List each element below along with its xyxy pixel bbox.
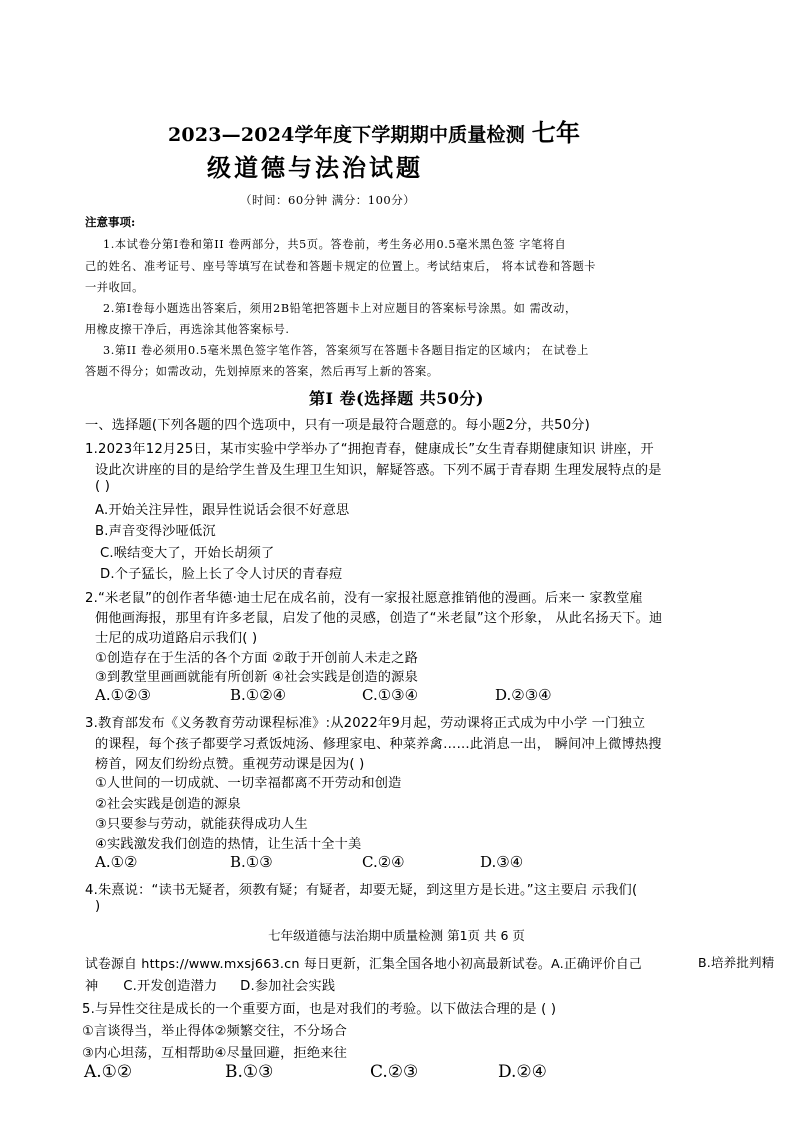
notice-line: 3.第II 卷必须用0.5毫米黑色签字笔作答，答案须写在答题卡各题目指定的区域内； 在试卷上 [103,344,589,357]
q4-option-a: A.正确评价自己 [550,957,642,972]
q4-option-d: D.参加社会实践 [240,979,336,994]
q3-item-line: ②社会实践是创造的源泉 [95,797,241,812]
q1-option-d: D.个子猛长，脸上长了令人讨厌的青春痘 [100,567,343,582]
exam-time-score: （时间：60分钟 满分：100分） [240,193,416,207]
q1-option-b: B.声音变得沙哑低沉 [95,524,216,539]
notice-line: 2.第Ⅰ卷每小题选出答案后，须用2B铅笔把答题卡上对应题目的答案标号涂黑。如 需改动， [103,302,577,315]
notice-line: 一并收回。 [85,281,144,294]
exam-title-line2: 级道德与法治试题 [207,153,423,182]
q1-stem-line: ( ) [95,479,111,494]
exam-title-text: 2023—2024学年度下学期期中质量检测 [168,124,532,146]
q1-option-c: C.喉结变大了，开始长胡须了 [100,546,275,561]
q4-option-b: B.培养批判精 [698,955,775,970]
q2-item-line: ③到教堂里画画就能有所创新 ④社会实践是创造的源泉 [95,670,418,685]
notice-line: 用橡皮擦干净后，再选涂其他答案标号. [85,323,290,336]
q3-choice-b: B.①③ [230,853,273,871]
q4-stem-line: 4.朱熹说：“读书无疑者，须教有疑；有疑者，却要无疑，到这里方是长进。”这主要启 示我们( [85,883,638,898]
q2-item-line: ①创造存在于生活的各个方面 ②敢于开创前人未走之路 [95,651,418,666]
q3-choices [0,853,793,875]
q2-choice-b: B.①②④ [230,686,287,704]
q2-stem-line: 佣他画海报，那里有许多老鼠，启发了他的灵感，创造了“米老鼠”这个形象， 从此名扬天下。迪 [95,611,663,626]
q5-choice-d: D.②④ [498,1062,547,1082]
exam-title-line1 [168,113,580,148]
q2-choices [0,686,793,708]
exam-title-grade: 七年 [531,118,581,147]
q4-option-b-continued: 神 [85,979,99,994]
q4-option-c: C.开发创造潜力 [123,979,218,994]
q4-option-b-cont [85,975,335,994]
q5-choices [0,1062,793,1086]
q5-choice-c: C.②③ [370,1062,419,1082]
q1-option-a: A.开始关注异性，跟异性说话会很不好意思 [95,503,350,518]
q2-choice-a: A.①②③ [95,686,151,704]
notice-line: 己的姓名、准考证号、座号等填写在试卷和答题卡规定的位置上。考试结束后， 将本试卷和答题卡 [85,260,597,273]
source-prefix: 试卷源自 https://www.mxsj663.cn 每日更新，汇集全国各地小初高最新试卷。 [85,957,551,972]
q2-choice-c: C.①③④ [362,686,419,704]
q3-choice-c: C.②④ [362,853,405,871]
q3-stem-line: 榜首，网友们纷纷点赞。重视劳动课是因为( ) [95,757,365,772]
q1-stem-line: 设此次讲座的目的是给学生普及生理卫生知识，解疑答惑。下列不属于青春期 生理发展特点的是 [95,463,662,478]
q3-item-line: ①人世间的一切成就、一切幸福都离不开劳动和创造 [95,776,402,791]
q3-item-line: ④实践激发我们创造的热情，让生活十全十美 [95,837,362,852]
notice-line: 答题不得分；如需改动，先划掉原来的答案，然后再写上新的答案。 [85,365,439,378]
source-line [85,953,642,972]
q2-stem-line: 2.“米老鼠”的创作者华德·迪士尼在成名前，没有一家报社愿意推销他的漫画。后来一 家教堂雇 [85,591,643,606]
q3-choice-d: D.③④ [480,853,524,871]
q5-choice-a: A.①② [84,1062,133,1082]
notice-line: 1.本试卷分第Ⅰ卷和第II 卷两部分，共5页。答卷前，考生务必用0.5毫米黑色签 字笔将自 [103,238,567,251]
q3-stem-line: 3.教育部发布《义务教育劳动课程标准》:从2022年9月起，劳动课将正式成为中小学 一门独立 [85,716,646,731]
notice-heading: 注意事项: [85,215,136,229]
q4-stem-line: ) [95,899,101,914]
q5-stem-line: 5.与异性交往是成长的一个重要方面，也是对我们的考验。以下做法合理的是 ( ) [82,1002,557,1017]
q3-stem-line: 的课程，每个孩子都要学习煮饭炖汤、修理家电、种菜养禽……此消息一出， 瞬间冲上微博热搜 [95,737,662,752]
q1-stem-line: 1.2023年12月25日，某市实验中学举办了“拥抱青春，健康成长”女生青春期健康知识 讲座，开 [85,442,654,457]
q2-choice-d: D.②③④ [495,686,552,704]
section-1-title: 第I 卷(选择题 共50分) [308,389,485,408]
page-footer: 七年级道德与法治期中质量检测 第1页 共 6 页 [268,928,525,943]
q3-item-line: ③只要参与劳动，就能获得成功人生 [95,817,308,832]
q5-item-line: ③内心坦荡，互相帮助④尽量回避，拒绝来往 [82,1046,348,1061]
q5-choice-b: B.①③ [225,1062,274,1082]
section-1-instruction: 一、选择题(下列各题的四个选项中，只有一项是最符合题意的。每小题2分，共50分) [85,418,591,433]
q2-stem-line: 士尼的成功道路启示我们( ) [95,631,258,646]
q5-item-line: ①言谈得当，举止得体②频繁交往，不分场合 [82,1024,348,1039]
q3-choice-a: A.①② [95,853,138,871]
